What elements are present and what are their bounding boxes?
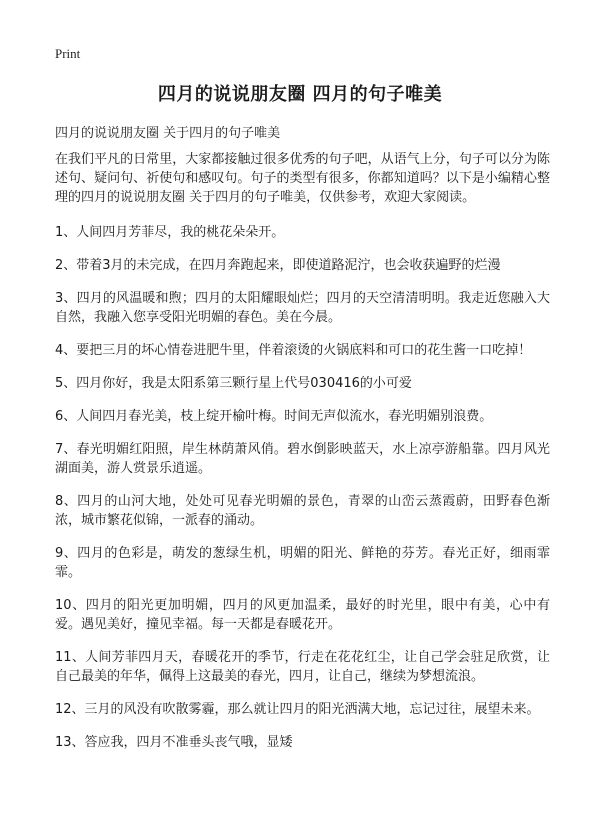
list-item: 11、人间芳菲四月天，春暖花开的季节，行走在花花红尘，让自己学会驻足欣赏，让自己最美的年华，佩得上这最美的春光，四月，让自己，继续为梦想流浪。 (55, 650, 550, 684)
list-item: 4、要把三月的坏心情卷进肥牛里，伴着滚烫的火锅底料和可口的花生酱一口吃掉！ (55, 343, 532, 358)
list-item: 7、春光明媚红阳照，岸生林荫萧风俏。碧水倒影映蓝天，水上凉亭游船靠。四月风光湖面美，游人赏景乐逍遥。 (55, 442, 550, 476)
list-item: 9、四月的色彩是，萌发的葱绿生机，明媚的阳光、鲜艳的芬芳。春光正好，细雨霏霏。 (55, 546, 550, 580)
list-item: 12、三月的风没有吹散雾霾，那么就让四月的阳光洒满大地，忘记过往，展望未来。 (55, 702, 540, 717)
list-item: 10、四月的阳光更加明媚，四月的风更加温柔，最好的时光里，眼中有美，心中有爱。遇见美好，撞见幸福。每一天都是春暖花开。 (55, 598, 550, 632)
list-item: 1、人间四月芳菲尽，我的桃花朵朵开。 (55, 225, 285, 240)
list-item: 3、四月的风温暖和煦；四月的太阳耀眼灿烂；四月的天空清清明明。我走近您融入大自然，我融入您享受阳光明媚的春色。美在今晨。 (55, 291, 550, 325)
article-body (55, 150, 550, 766)
print-link[interactable]: Print (55, 46, 81, 61)
list-item: 2、带着3月的未完成，在四月奔跑起来，即使道路泥泞，也会收获遍野的烂漫 (55, 258, 501, 273)
intro-paragraph: 在我们平凡的日常里，大家都接触过很多优秀的句子吧，从语气上分，句子可以分为陈述句、疑问句、祈使句和感叹句。句子的类型有很多，你都知道吗？以下是小编精心整理的四月的说说朋友圈 关于四月的句子唯美，仅供参考，欢迎大家阅读。 (55, 152, 550, 205)
list-item: 5、四月你好，我是太阳系第三颗行星上代号030416的小可爱 (55, 376, 412, 391)
article-title: 四月的说说朋友圈 四月的句子唯美 (157, 84, 443, 105)
article-subtitle: 四月的说说朋友圈 关于四月的句子唯美 (55, 126, 281, 141)
list-item: 8、四月的山河大地，处处可见春光明媚的景色，青翠的山峦云蒸霞蔚，田野春色渐浓，城市繁花似锦，一派春的涌动。 (55, 494, 550, 528)
list-item: 13、答应我，四月不准垂头丧气哦，显矮 (55, 735, 293, 750)
list-item: 6、人间四月春光美，枝上绽开榆叶梅。时间无声似流水，春光明媚别浪费。 (55, 409, 493, 424)
